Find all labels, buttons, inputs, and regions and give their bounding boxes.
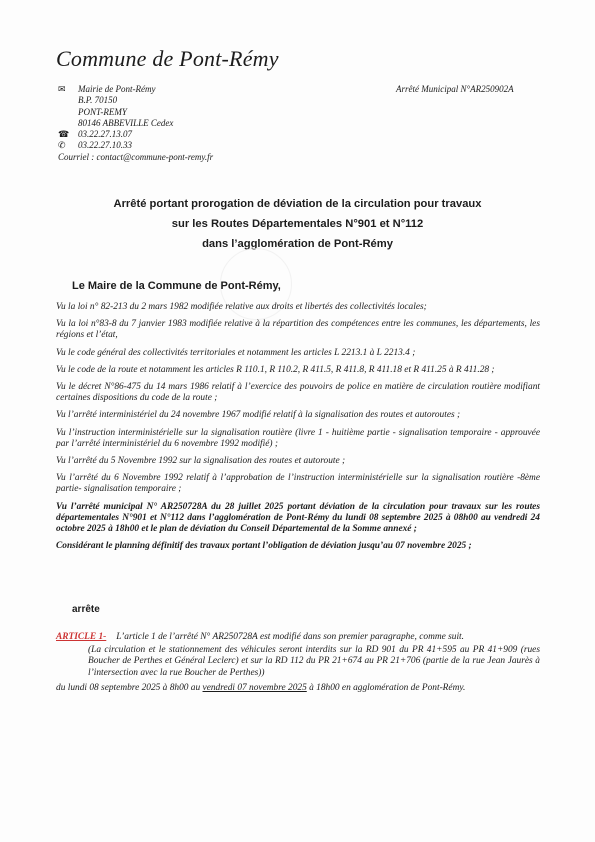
article-final-end: à 18h00 en agglomération de Pont-Rémy. [306, 682, 466, 693]
article-lead-text: L’article 1 de l’arrêté N° AR250728A est modifié dans son premier paragraphe, comme suit. [116, 632, 465, 642]
fax-icon: ✆ [58, 140, 66, 151]
envelope-icon: ✉ [58, 84, 66, 94]
consideration: Vu l’arrêté du 5 Novembre 1992 sur la signalisation des routes et autoroute ; [56, 456, 346, 467]
heading-line: Arrêté portant prorogation de déviation de la circulation pour travaux [113, 198, 482, 210]
address-line: Mairie de Pont-Rémy [78, 84, 156, 94]
consideration: Vu le code général des collectivités territoriales et notamment les articles L 2213.1 à L 2213.4 ; [56, 347, 416, 358]
commune-title: Commune de Pont-Rémy [56, 46, 279, 71]
consideration: Vu le code de la route et notamment les articles R 110.1, R 110.2, R 411.5, R 411.8, R 411.18 et R 411.25 à R 411.28 ; [56, 364, 495, 375]
address-block [58, 84, 213, 163]
consideration: Vu l’arrêté interministériel du 24 novembre 1967 modifié relatif à la signalisation des routes et autoroutes ; [56, 410, 461, 421]
address-line: B.P. 70150 [78, 95, 118, 106]
consideration: Vu la loi n° 82-213 du 2 mars 1982 modifiée relative aux droits et libertés des collectivités locales; [56, 302, 427, 312]
address-line: PONT-REMY [78, 106, 127, 117]
consideration-bold: Considérant le planning définitif des travaux portant l’obligation de déviation jusqu’au 07 novembre 2025 ; [56, 541, 472, 552]
consideration: Vu la loi n°83-8 du 7 janvier 1983 modifiée relative à la répartition des compétences entre les communes, les départements, les régions et l’état, [56, 319, 540, 341]
article-1 [56, 632, 540, 694]
phone-number: 03.22.27.13.07 [78, 129, 132, 140]
consideration-bold: Vu l’arrêté municipal N° AR250728A du 28 juillet 2025 portant déviation de la circulation pour travaux sur les routes départementales N°901 et N°112 dans l’agglomération de Pont-Rémy du lundi 08 septembre 2025 à 08h00 au vendredi 24 octobre 2025 à 18h00 et le plan de déviation du Conseil Départemental de la Somme annexé ; [56, 501, 540, 535]
telephone-icon: ☎ [58, 129, 70, 140]
fax-number: 03.22.27.10.33 [78, 140, 132, 151]
address-line: 80146 ABBEVILLE Cedex [78, 117, 174, 128]
consideration: Vu l’instruction interministérielle sur la signalisation routière (livre 1 - huitième partie - signalisation temporaire - approuvée par l’arrêté interministériel du 6 novembre 1992 modifié) ; [56, 427, 540, 449]
heading-line: dans l’agglomération de Pont-Rémy [202, 238, 393, 250]
heading-line: sur les Routes Départementales N°901 et N°112 [171, 218, 424, 230]
mayor-line: Le Maire de la Commune de Pont-Rémy, [72, 280, 281, 292]
email-line: Courriel : contact@commune-pont-remy.fr [58, 151, 214, 162]
consideration: Vu l’arrêté du 6 Novembre 1992 relatif à l’approbation de l’instruction interministérielle sur la signalisation routière -8ème partie- signalisation temporaire ; [56, 473, 540, 495]
article-quote: (La circulation et le stationnement des véhicules seront interdits sur la RD 901 du PR 41+595 au PR 41+909 (rues Boucher de Perthes et Général Leclerc) et sur la RD 112 du PR 21+674 au PR 21+706 (partie de la rue Jean Jaurès à l’intersection avec la rue Boucher de Perthes)) [88, 645, 540, 678]
arrete-reference: Arrêté Municipal N°AR250902A [396, 84, 514, 94]
article-final-start: du lundi 08 septembre 2025 à 8h00 au [56, 682, 203, 693]
article-label: ARTICLE 1- [56, 632, 107, 642]
consideration: Vu le décret N°86-475 du 14 mars 1986 relatif à l’exercice des pouvoirs de police en matière de circulation routière modifiant certaines dispositions du code de la route ; [56, 382, 540, 404]
considerations-list [56, 302, 540, 558]
article-final [56, 683, 540, 694]
document-heading [0, 194, 595, 254]
article-final-date: vendredi 07 novembre 2025 [202, 682, 307, 693]
decides-heading: arrête [72, 604, 100, 615]
article-lead [56, 632, 540, 643]
